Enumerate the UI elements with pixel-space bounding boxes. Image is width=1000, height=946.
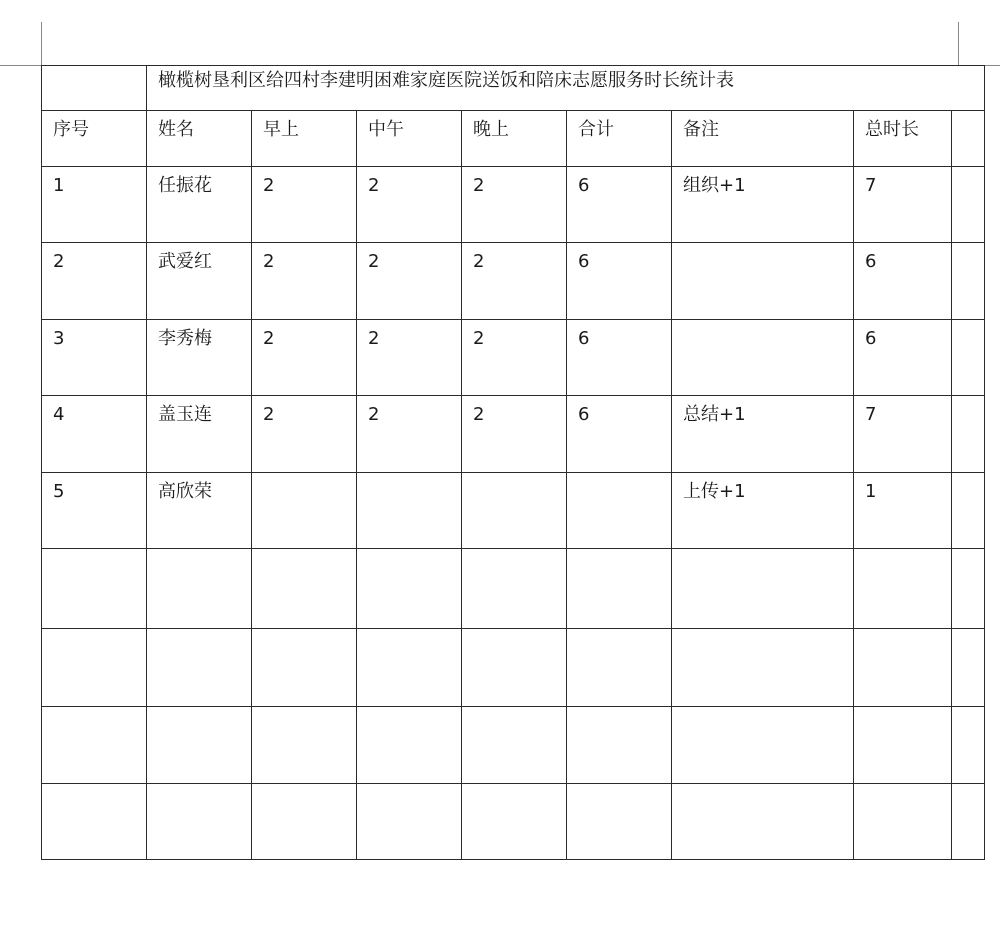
header-cell[interactable]: 早上 [252,111,357,167]
table-cell[interactable]: 总结+1 [672,396,854,473]
table-cell[interactable] [672,629,854,707]
table-cell[interactable] [42,784,147,860]
table-cell[interactable] [147,549,252,629]
table-cell[interactable]: 2 [252,167,357,243]
header-cell[interactable] [952,111,985,167]
table-cell[interactable] [147,629,252,707]
table-cell[interactable] [567,784,672,860]
table-cell[interactable] [357,629,462,707]
table-row [42,167,985,243]
table-cell[interactable]: 2 [357,243,462,320]
table-cell[interactable]: 2 [462,243,567,320]
table-cell[interactable] [952,396,985,473]
header-row [42,111,985,167]
table-row [42,629,985,707]
table-cell[interactable] [672,243,854,320]
table-cell[interactable]: 6 [854,320,952,396]
table-cell[interactable] [252,784,357,860]
table-cell[interactable] [357,473,462,549]
table-row [42,707,985,784]
table-cell[interactable]: 6 [567,320,672,396]
left-margin-guide [41,22,42,66]
volunteer-hours-table [41,65,985,860]
table-cell[interactable]: 高欣荣 [147,473,252,549]
table-cell[interactable]: 2 [357,396,462,473]
table-cell[interactable] [357,549,462,629]
table-cell[interactable] [952,629,985,707]
table-cell[interactable] [462,629,567,707]
table-cell[interactable]: 6 [567,396,672,473]
header-cell[interactable]: 合计 [567,111,672,167]
table-row [42,320,985,396]
table-cell[interactable]: 盖玉连 [147,396,252,473]
table-cell[interactable]: 1 [42,167,147,243]
table-cell[interactable]: 任振花 [147,167,252,243]
table-cell[interactable]: 7 [854,167,952,243]
header-cell[interactable]: 晚上 [462,111,567,167]
table-cell[interactable]: 7 [854,396,952,473]
table-row [42,396,985,473]
table-cell[interactable] [567,549,672,629]
table-cell[interactable]: 2 [462,396,567,473]
table-cell[interactable] [462,473,567,549]
table-cell[interactable] [952,320,985,396]
table-cell[interactable] [252,707,357,784]
table-cell[interactable] [147,707,252,784]
header-cell[interactable]: 备注 [672,111,854,167]
table-cell[interactable] [42,707,147,784]
table-cell[interactable] [252,629,357,707]
table-cell[interactable] [952,549,985,629]
title-row [42,66,985,111]
table-cell[interactable] [854,549,952,629]
table-cell[interactable]: 2 [462,167,567,243]
table-cell[interactable]: 武爱红 [147,243,252,320]
table-cell[interactable]: 李秀梅 [147,320,252,396]
table-cell[interactable]: 6 [854,243,952,320]
table-cell[interactable]: 组织+1 [672,167,854,243]
table-cell[interactable]: 上传+1 [672,473,854,549]
table-cell[interactable] [567,629,672,707]
table-cell[interactable] [462,549,567,629]
table-cell[interactable] [952,167,985,243]
table-cell[interactable] [854,784,952,860]
table-cell[interactable] [854,707,952,784]
right-margin-guide [958,22,959,66]
table-cell[interactable]: 2 [357,167,462,243]
table-cell[interactable] [567,473,672,549]
table-row [42,784,985,860]
table-cell[interactable] [672,784,854,860]
table-cell[interactable] [42,629,147,707]
table-cell[interactable]: 2 [42,243,147,320]
header-cell[interactable]: 中午 [357,111,462,167]
table-cell[interactable] [952,784,985,860]
header-cell[interactable]: 序号 [42,111,147,167]
table-cell[interactable] [854,629,952,707]
table-cell[interactable]: 3 [42,320,147,396]
title-corner-cell[interactable] [42,66,147,111]
table-cell[interactable] [252,549,357,629]
table-cell[interactable]: 4 [42,396,147,473]
header-cell[interactable]: 总时长 [854,111,952,167]
table-cell[interactable] [462,784,567,860]
table-cell[interactable] [357,784,462,860]
table-cell[interactable] [952,243,985,320]
table-title[interactable]: 橄榄树垦利区给四村李建明困难家庭医院送饭和陪床志愿服务时长统计表 [147,66,985,111]
table-row [42,473,985,549]
table-cell[interactable] [672,320,854,396]
table-cell[interactable] [952,707,985,784]
table-cell[interactable] [252,473,357,549]
table-cell[interactable] [952,473,985,549]
table-cell[interactable] [672,707,854,784]
table-cell[interactable]: 2 [252,320,357,396]
table-cell[interactable]: 6 [567,167,672,243]
table-cell[interactable] [147,784,252,860]
table-row [42,549,985,629]
table-cell[interactable] [462,707,567,784]
table-cell[interactable] [357,707,462,784]
table-row [42,243,985,320]
table-cell[interactable]: 2 [462,320,567,396]
table-cell[interactable]: 6 [567,243,672,320]
table-cell[interactable]: 5 [42,473,147,549]
table-cell[interactable]: 2 [252,396,357,473]
table-cell[interactable] [672,549,854,629]
header-cell[interactable]: 姓名 [147,111,252,167]
table-cell[interactable] [42,549,147,629]
table-cell[interactable]: 2 [357,320,462,396]
table-cell[interactable] [567,707,672,784]
table-cell[interactable]: 1 [854,473,952,549]
table-cell[interactable]: 2 [252,243,357,320]
